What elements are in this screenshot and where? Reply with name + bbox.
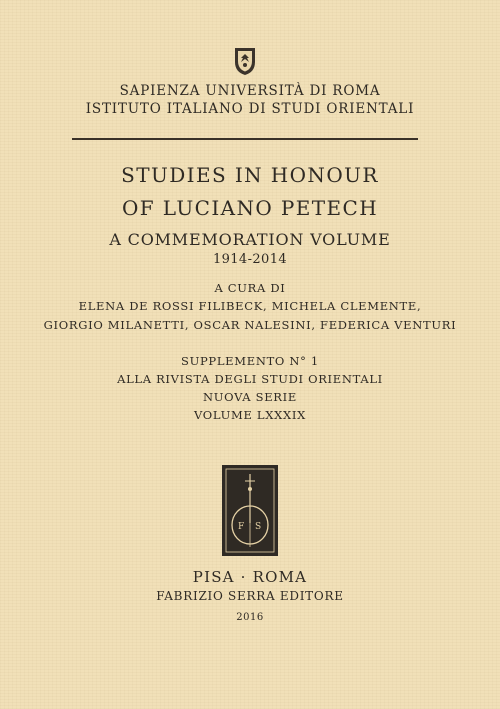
journal-name: ALLA RIVISTA DEGLI STUDI ORIENTALI — [117, 372, 383, 386]
editors-line-1: ELENA DE ROSSI FILIBECK, MICHELA CLEMENTE, — [78, 299, 422, 313]
header-divider — [72, 138, 418, 140]
subtitle: A COMMEMORATION VOLUME — [109, 230, 391, 249]
publisher-emblem-icon — [222, 465, 278, 556]
editors-label: A CURA DI — [214, 281, 286, 295]
title-line-1: STUDIES IN HONOUR — [121, 163, 379, 187]
university-seal-icon — [232, 46, 258, 76]
publisher-mark-letter-left: F — [238, 522, 245, 532]
title-line-2: OF LUCIANO PETECH — [121, 196, 379, 220]
university-name: SAPIENZA UNIVERSITÀ DI ROMA — [119, 83, 381, 99]
publication-year: 2016 — [236, 612, 264, 623]
editors-line-2: GIORGIO MILANETTI, OSCAR NALESINI, FEDERICA VENTURI — [43, 318, 457, 332]
volume-number: VOLUME LXXXIX — [194, 408, 306, 422]
publisher-mark-letter-right: S — [255, 522, 262, 532]
publisher-name: FABRIZIO SERRA EDITORE — [156, 589, 344, 603]
series-name: NUOVA SERIE — [203, 390, 297, 404]
years: 1914-2014 — [212, 252, 288, 267]
publisher-cities: PISA · ROMA — [192, 568, 308, 586]
institute-name: ISTITUTO ITALIANO DI STUDI ORIENTALI — [85, 101, 415, 117]
supplement-number: SUPPLEMENTO N° 1 — [181, 354, 319, 368]
